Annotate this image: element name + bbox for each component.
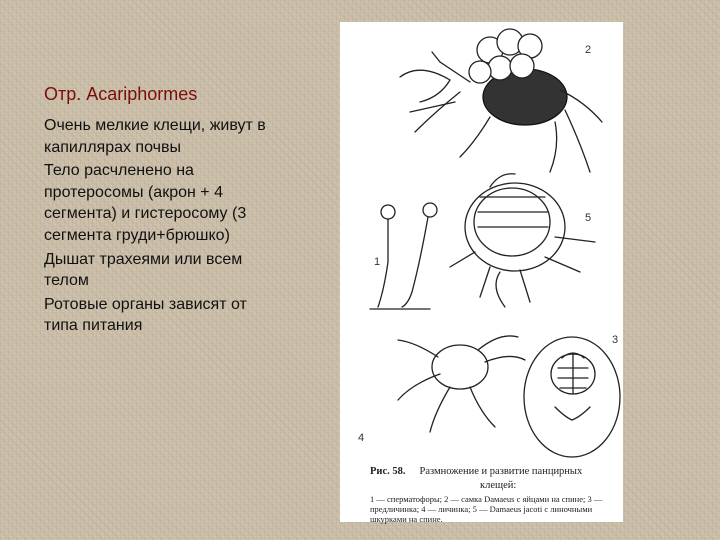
caption-legend: 1 — сперматофоры; 2 — самка Daмaeus с яйцами на спине; 3 — предличинка; 4 — личинка; 5 — Damaeus jacoti с линочными шкурками на спине.: [370, 494, 603, 524]
figure-label-1: 1: [374, 256, 381, 268]
figure-label-5: 5: [585, 212, 592, 224]
body-paragraph: Тело расчленено на протеросомы (акрон + 4 сегмента) и гистеросому (3 сегмента груди+брюшко): [44, 162, 247, 244]
slide-body: [44, 115, 276, 339]
figure-caption: [370, 466, 582, 477]
figure-label-3: 3: [612, 334, 619, 346]
mite-drawings: [340, 22, 623, 522]
body-paragraph: Ротовые органы зависят от типа питания: [44, 295, 247, 335]
larva-drawing: [398, 336, 525, 432]
caption-title: Размножение и развитие панцирных: [419, 466, 583, 477]
body-paragraph: Очень мелкие клещи, живут в капиллярах почвы: [44, 117, 266, 156]
caption-title-continued: клещей:: [480, 480, 517, 491]
mite-illustration-figure: [340, 22, 623, 522]
damaeus-jacoti-drawing: [450, 174, 595, 307]
caption-label: Рис. 58.: [370, 466, 406, 477]
body-paragraph: Дышат трахеями или всем телом: [44, 250, 243, 290]
mite-female-with-eggs-drawing: [400, 29, 602, 172]
prelarva-drawing: [524, 337, 620, 457]
slide-title: Отр. Acariphormes: [44, 84, 198, 104]
figure-label-2: 2: [585, 44, 592, 56]
figure-label-4: 4: [358, 432, 365, 444]
